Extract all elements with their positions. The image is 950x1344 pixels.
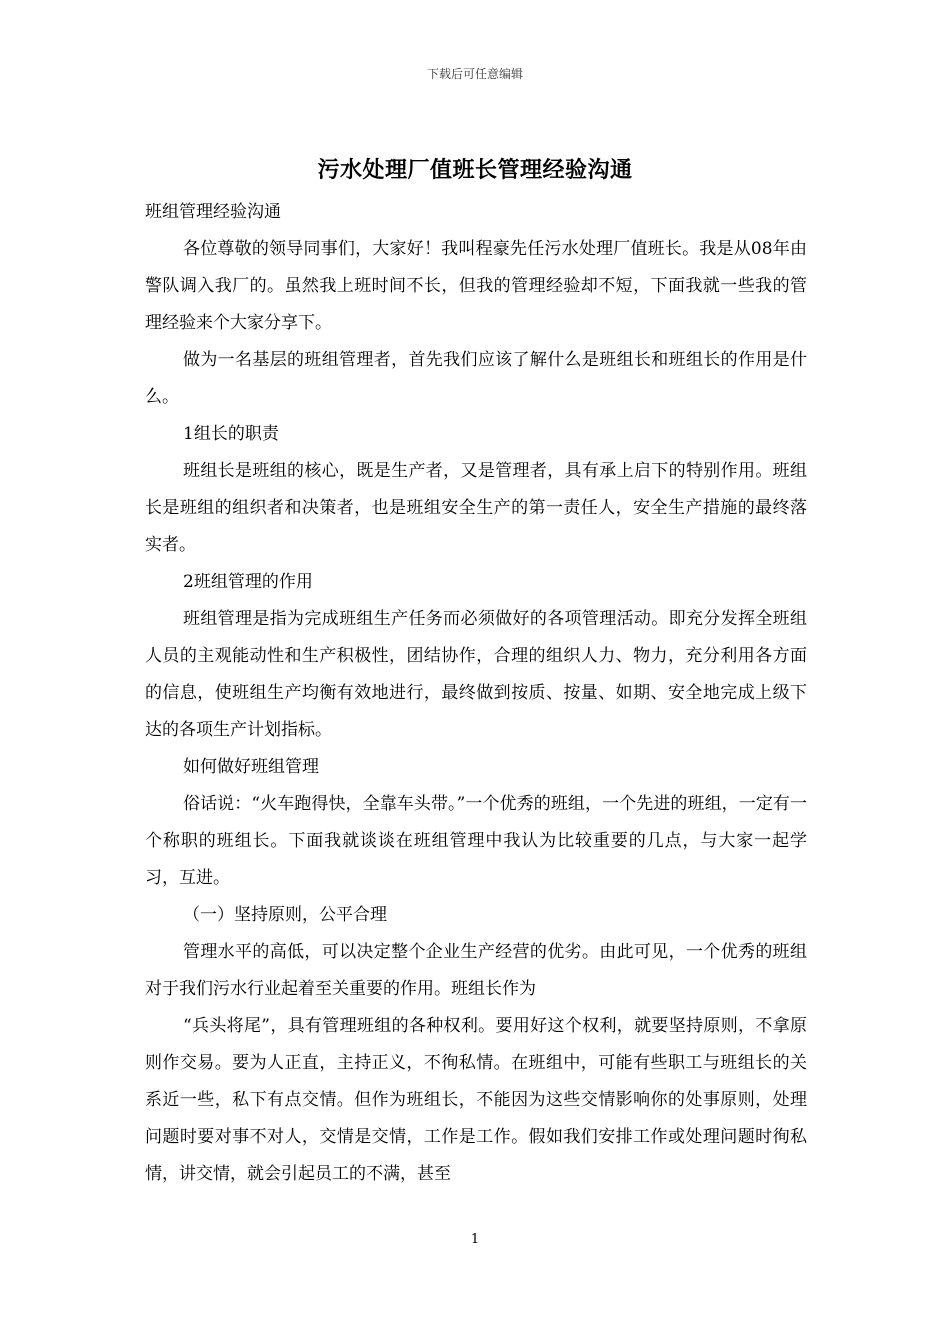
paragraph: “兵头将尾”，具有管理班组的各种权利。要用好这个权利，就要坚持原则，不拿原则作交易。要为人正直，主持正义，不徇私情。在班组中，可能有些职工与班组长的关系近一些，私下有点交情。但作为班组长，不能因为这些交情影响你的处事原则，处理问题时要对事不对人，交情是交情，工作是工作。假如我们安排工作或处理问题时徇私情，讲交情，就会引起员工的不满，甚至 bbox=[145, 1016, 807, 1184]
paragraph: 管理水平的高低，可以决定整个企业生产经营的优劣。由此可见，一个优秀的班组对于我们污水行业起着至关重要的作用。班组长作为 bbox=[145, 942, 807, 999]
paragraph: 俗话说：“火车跑得快，全靠车头带。”一个优秀的班组，一个先进的班组，一定有一个称职的班组长。下面我就谈谈在班组管理中我认为比较重要的几点，与大家一起学习，互进。 bbox=[145, 794, 807, 888]
paragraph: 各位尊敬的领导同事们，大家好！我叫程豪先任污水处理厂值班长。我是从08年由警队调入我厂的。虽然我上班时间不长，但我的管理经验却不短，下面我就一些我的管理经验来个大家分享下。 bbox=[145, 239, 807, 333]
paragraph: 做为一名基层的班组管理者，首先我们应该了解什么是班组长和班组长的作用是什么。 bbox=[145, 350, 807, 407]
page-number: 1 bbox=[470, 1232, 480, 1247]
subheading: 2班组管理的作用 bbox=[183, 572, 313, 592]
subheading: （一）坚持原则，公平合理 bbox=[183, 905, 387, 925]
page-header: 下载后可任意编辑 bbox=[426, 67, 523, 81]
document-body bbox=[145, 194, 807, 1193]
subheading: 如何做好班组管理 bbox=[183, 757, 319, 777]
paragraph: 班组管理是指为完成班组生产任务而必须做好的各项管理活动。即充分发挥全班组人员的主观能动性和生产积极性，团结协作，合理的组织人力、物力，充分利用各方面的信息，使班组生产均衡有效地进行，最终做到按质、按量、如期、安全地完成上级下达的各项生产计划指标。 bbox=[145, 609, 807, 740]
section-heading: 班组管理经验沟通 bbox=[145, 202, 281, 222]
subheading: 1组长的职责 bbox=[183, 424, 279, 444]
paragraph: 班组长是班组的核心，既是生产者，又是管理者，具有承上启下的特别作用。班组长是班组的组织者和决策者，也是班组安全生产的第一责任人，安全生产措施的最终落实者。 bbox=[145, 461, 807, 555]
document-title: 污水处理厂值班长管理经验沟通 bbox=[317, 157, 633, 183]
